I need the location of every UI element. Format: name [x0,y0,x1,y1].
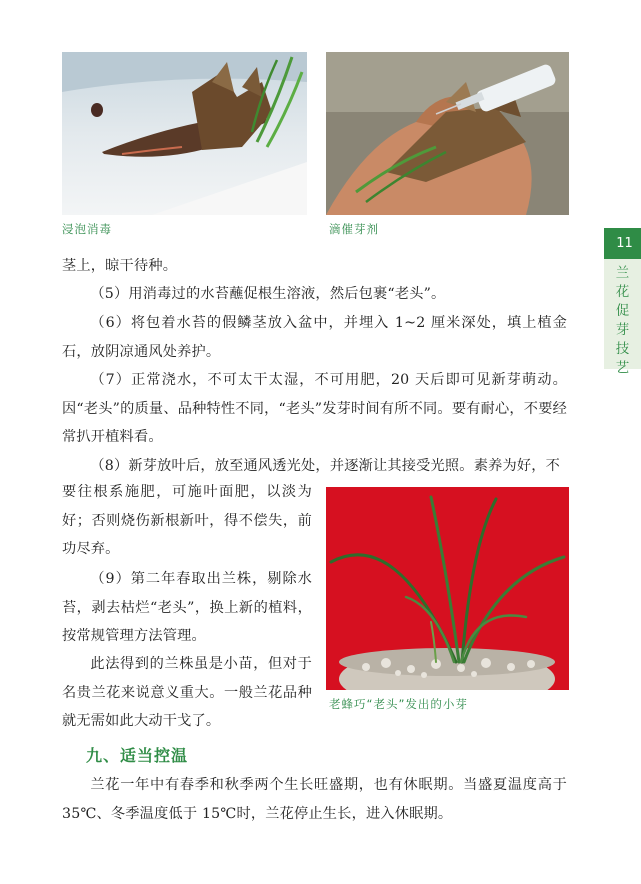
paragraph-summary: 此法得到的兰株虽是小苗，但对于名贵兰花来说意义重大。一般兰花品种就无需如此大动干戈了。 [62,656,312,729]
side-title-char: 兰 [615,265,630,281]
caption-dropping-budding-agent: 滴催芽剂 [329,222,379,236]
side-title-char: 技 [615,341,630,357]
page-number-tab: 11 [604,228,641,259]
paragraph-step-8-rest: 要往根系施肥，可施叶面肥，以淡为好；否则烧伤新根新叶，得不偿失，前功尽弃。 [62,484,312,557]
side-title-char: 艺 [615,360,630,376]
paragraph-step-5: （5）用消毒过的水苔蘸促根生溶液，然后包裹“老头”。 [90,286,446,302]
chapter-side-title [604,264,641,378]
paragraph-step-6: （6）将包着水苔的假鳞茎放入盆中，并埋入 1~2 厘米深处，填上植金石，放阴凉通风处养护。 [62,315,567,360]
caption-soaking-disinfection: 浸泡消毒 [62,222,112,236]
caption-new-sprouts: 老蜂巧“老头”发出的小芽 [329,697,468,711]
side-title-char: 芽 [615,322,630,338]
paragraph-step-8-start: （8）新芽放叶后，放至通风透光处，并逐渐让其接受光照。素养为好，不 [90,458,561,474]
paragraph-step-9: （9）第二年春取出兰株，剔除水苔，剥去枯烂“老头”，换上新的植料，按常规管理方法管理。 [62,571,312,644]
paragraph-step-7: （7）正常浇水，不可太干太湿，不可用肥，20 天后即可见新芽萌动。因“老头”的质量、品种特性不同，“老头”发芽时间有所不同。要有耐心，不要经常扒开植料看。 [62,372,567,445]
photo-new-sprouts [326,487,569,690]
paragraph-continuation: 茎上，晾干待种。 [62,258,178,274]
photo-dropping-budding-agent [326,52,569,215]
section-heading: 九、适当控温 [86,746,189,765]
paragraph-temperature: 兰花一年中有春季和秋季两个生长旺盛期，也有休眠期。当盛夏温度高于 35℃、冬季温度低于 15℃时，兰花停止生长，进入休眠期。 [62,777,567,822]
side-title-char: 促 [615,303,630,319]
side-title-char: 花 [615,284,630,300]
photo-soaking-disinfection [62,52,307,215]
